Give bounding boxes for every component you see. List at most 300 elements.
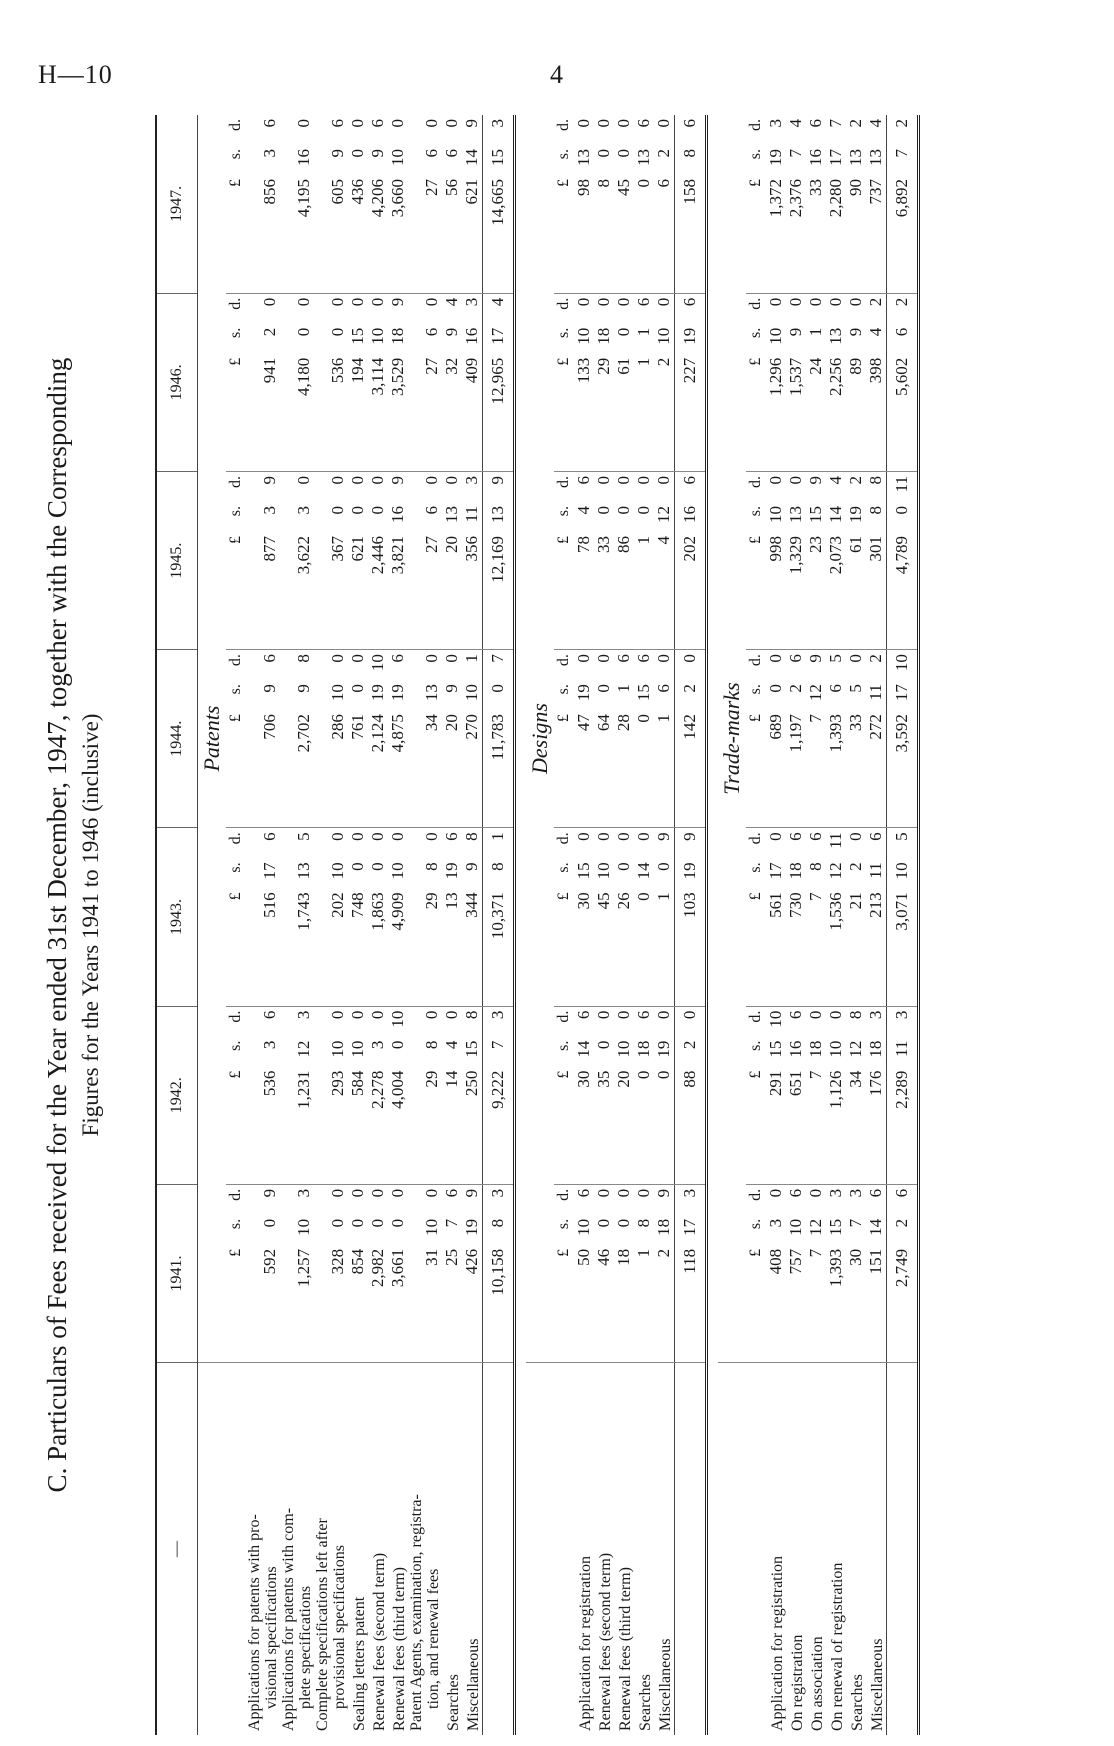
total-amount: [892, 654, 912, 823]
row-label-continuation: plete specifications: [297, 1585, 314, 1709]
currency-unit-pence: d.: [747, 1188, 764, 1201]
row-label-line: Miscellaneous: [869, 1638, 886, 1731]
amount-cell: [654, 293, 675, 471]
amount-shillings: 1: [806, 327, 825, 337]
amount: [654, 476, 674, 645]
amount-shillings: 0: [348, 862, 367, 871]
amount: [328, 298, 348, 467]
amount-pounds: 24: [806, 357, 825, 375]
amount-cell: [574, 471, 594, 649]
amount-pence: 10: [388, 1010, 407, 1028]
amount-pence: 0: [442, 654, 461, 663]
amount-pounds: 301: [866, 535, 885, 562]
amount-pence: 0: [614, 1188, 633, 1198]
amount-cell: [634, 828, 654, 1006]
amount-cell: [826, 650, 846, 828]
amount-pence: 0: [634, 1188, 653, 1198]
amount-cell: [442, 828, 462, 1006]
amount-pence: 0: [348, 654, 367, 663]
amount-cell: [634, 115, 654, 293]
currency-unit: [226, 1189, 246, 1358]
amount-pence: 6: [806, 119, 825, 128]
amount: [594, 476, 614, 645]
amount-pence: 3: [866, 1010, 885, 1020]
amount-shillings: 15: [634, 684, 653, 702]
amount-pounds: 89: [846, 357, 865, 375]
amount-cell: [408, 115, 442, 293]
amount-shillings: 15: [806, 505, 825, 523]
currency-unit-pence: d.: [555, 832, 572, 845]
amount: [388, 476, 408, 645]
amount-pence: 0: [328, 297, 347, 307]
total-cell: [887, 650, 919, 828]
amount-pounds: 561: [766, 892, 785, 918]
amount-pence: 0: [654, 1010, 673, 1020]
total-amount-pounds: 118: [680, 1248, 699, 1274]
currency-unit-pounds: £: [747, 1070, 764, 1079]
currency-unit: [746, 654, 766, 823]
amount: [368, 832, 388, 1001]
amount-shillings: 0: [614, 505, 633, 515]
amount-pounds: 367: [328, 535, 347, 562]
amount-shillings: 10: [422, 1218, 441, 1236]
table-row: [846, 115, 866, 1735]
currency-units-cell: [226, 650, 246, 828]
amount-cell: [846, 115, 866, 293]
amount-cell: [280, 471, 314, 649]
currency-unit: [226, 654, 246, 823]
amount-cell: [766, 828, 786, 1006]
amount-pounds: 30: [574, 1070, 593, 1088]
row-label-continuation: provisional specifications: [331, 1545, 348, 1709]
total-amount: [680, 119, 700, 289]
amount-cell: [786, 115, 806, 293]
amount-pounds: 436: [348, 179, 367, 205]
row-label: [408, 1363, 442, 1735]
amount-cell: [866, 115, 887, 293]
amount-shillings: 0: [368, 1218, 387, 1228]
currency-units-blank: [746, 1363, 766, 1735]
total-amount-shillings: 11: [892, 1040, 911, 1057]
amount-shillings: 10: [614, 1040, 633, 1058]
amount-pence: 0: [594, 1188, 613, 1198]
amount-shillings: 18: [786, 862, 805, 880]
amount-cell: [826, 471, 846, 649]
amount-shillings: 19: [654, 1040, 673, 1058]
amount-pence: 0: [442, 475, 461, 485]
currency-unit-shillings: s.: [555, 327, 572, 338]
total-amount-shillings: 2: [680, 684, 699, 693]
amount-pence: 0: [328, 1188, 347, 1198]
total-amount: [892, 1011, 912, 1180]
total-amount-pounds: 88: [680, 1070, 699, 1088]
amount-shillings: 4: [866, 327, 885, 337]
amount: [260, 654, 280, 823]
total-amount-pence: 3: [892, 1010, 911, 1020]
amount-pounds: 536: [328, 357, 347, 384]
amount-cell: [280, 1184, 314, 1362]
amount: [574, 832, 594, 1001]
currency-unit: [226, 1011, 246, 1180]
amount: [786, 476, 806, 645]
section-heading: Designs: [526, 115, 554, 1363]
amount: [866, 476, 886, 645]
row-label: [634, 1363, 654, 1735]
amount: [574, 1189, 594, 1358]
amount-pence: 2: [866, 297, 885, 307]
total-amount-shillings: 0: [488, 684, 507, 693]
amount-pence: 0: [422, 1010, 441, 1020]
amount-pence: 6: [574, 1188, 593, 1198]
amount: [442, 119, 462, 289]
row-label: [654, 1363, 675, 1735]
amount: [368, 119, 388, 289]
amount-cell: [574, 1184, 594, 1362]
currency-unit-shillings: s.: [747, 1040, 764, 1051]
amount-pounds: 4,004: [388, 1070, 407, 1109]
currency-unit: [554, 654, 574, 823]
amount-cell: [462, 1006, 483, 1184]
amount-shillings: 3: [368, 1040, 387, 1050]
amount-pence: 0: [328, 1010, 347, 1020]
total-row: [887, 115, 919, 1735]
currency-units-cell: [554, 1184, 574, 1362]
amount-pounds: 516: [260, 892, 279, 918]
amount: [388, 1189, 408, 1358]
amount-shillings: 0: [368, 862, 387, 871]
amount-pounds: 33: [806, 179, 825, 196]
amount-pence: 11: [826, 832, 845, 849]
amount: [442, 1011, 462, 1180]
currency-unit-shillings: s.: [747, 684, 764, 695]
amount-pounds: 0: [634, 1070, 653, 1080]
amount: [388, 654, 408, 823]
amount-cell: [368, 115, 388, 293]
currency-unit-shillings: s.: [747, 862, 764, 873]
amount-cell: [314, 828, 348, 1006]
amount-cell: [408, 293, 442, 471]
row-label: [806, 1363, 826, 1735]
column-header-year: 1946.: [156, 293, 198, 471]
currency-unit-pence: d.: [227, 832, 244, 845]
total-cell: [887, 1184, 919, 1362]
amount: [348, 119, 368, 289]
table-row: [280, 115, 314, 1735]
total-amount-pounds: 158: [680, 179, 699, 205]
amount: [462, 1189, 482, 1358]
currency-unit-pence: d.: [555, 297, 572, 310]
amount: [348, 1011, 368, 1180]
amount-shillings: 0: [594, 505, 613, 515]
amount-shillings: 19: [574, 684, 593, 702]
amount-shillings: 12: [294, 1040, 313, 1058]
amount-pence: 0: [348, 1010, 367, 1020]
amount-pounds: 706: [260, 714, 279, 740]
amount-cell: [866, 1184, 887, 1362]
total-cell: [483, 115, 515, 293]
amount-pounds: 1,126: [826, 1070, 845, 1109]
total-amount-pence: 10: [892, 654, 911, 672]
row-label: [442, 1363, 462, 1735]
currency-unit-shillings: s.: [227, 862, 244, 873]
amount: [260, 476, 280, 645]
amount-pounds: 23: [806, 535, 825, 553]
amount-pounds: 194: [348, 357, 367, 384]
amount-shillings: 10: [594, 862, 613, 880]
currency-unit-pence: d.: [227, 654, 244, 667]
amount: [614, 298, 634, 467]
amount-pence: 0: [368, 1010, 387, 1020]
amount-pounds: 757: [786, 1248, 805, 1275]
title-line-2: Figures for the Years 1941 to 1946 (inclusive): [78, 713, 103, 1137]
section-heading: Patents: [198, 115, 227, 1363]
amount-shillings: 10: [574, 327, 593, 345]
amount: [462, 1011, 482, 1180]
amount: [260, 298, 280, 467]
fees-table: [155, 115, 930, 1735]
row-label: [348, 1363, 368, 1735]
amount-cell: [462, 828, 483, 1006]
amount-cell: [408, 471, 442, 649]
amount-pence: 0: [614, 475, 633, 485]
amount-pence: 6: [786, 1188, 805, 1198]
amount-pounds: 26: [614, 892, 633, 910]
amount-pence: 9: [654, 1188, 673, 1198]
row-label: [246, 1363, 280, 1735]
total-amount-shillings: 13: [488, 505, 507, 523]
table-row: [462, 115, 483, 1735]
amount: [260, 1189, 280, 1358]
amount-cell: [314, 115, 348, 293]
amount-cell: [766, 1184, 786, 1362]
amount-shillings: 19: [846, 505, 865, 523]
amount-pounds: 1: [634, 357, 653, 367]
amount-shillings: 15: [348, 327, 367, 345]
amount-pounds: 3,660: [388, 179, 407, 218]
total-amount-shillings: 7: [488, 1040, 507, 1050]
amount-shillings: 0: [594, 684, 613, 693]
total-amount: [680, 1189, 700, 1358]
amount-pounds: 90: [846, 179, 865, 196]
total-amount-pence: 3: [488, 1010, 507, 1020]
amount-pence: 0: [574, 832, 593, 841]
amount: [294, 1011, 314, 1180]
amount-shillings: 10: [388, 862, 407, 880]
total-amount: [488, 654, 508, 823]
table-row: [348, 115, 368, 1735]
amount-shillings: 10: [388, 149, 407, 166]
total-cell: [675, 1184, 707, 1362]
amount-cell: [280, 1006, 314, 1184]
amount-cell: [786, 650, 806, 828]
amount-pounds: 29: [422, 892, 441, 910]
amount-shillings: 0: [348, 505, 367, 515]
amount: [846, 119, 866, 289]
table-row: [246, 115, 280, 1735]
total-amount-pounds: 12,169: [488, 535, 507, 583]
column-header-year: 1945.: [156, 471, 198, 649]
amount: [328, 476, 348, 645]
amount-pounds: 45: [614, 179, 633, 196]
currency-unit-pounds: £: [555, 1070, 572, 1079]
amount-cell: [462, 471, 483, 649]
amount-pounds: 344: [462, 892, 481, 918]
amount: [462, 654, 482, 823]
currency-unit-pounds: £: [555, 535, 572, 544]
amount-cell: [634, 1006, 654, 1184]
currency-unit-pence: d.: [747, 832, 764, 845]
currency-unit: [746, 476, 766, 645]
amount: [574, 476, 594, 645]
currency-unit-shillings: s.: [227, 149, 244, 160]
amount-cell: [614, 650, 634, 828]
amount: [422, 1011, 442, 1180]
amount-pence: 9: [388, 475, 407, 485]
total-amount-pounds: 9,222: [488, 1070, 507, 1109]
amount-pence: 9: [462, 1188, 481, 1198]
total-amount-pounds: 227: [680, 357, 699, 384]
amount-shillings: 0: [594, 1218, 613, 1228]
amount-shillings: 12: [846, 1040, 865, 1058]
currency-unit-pounds: £: [227, 892, 244, 901]
total-amount-pounds: 6,892: [892, 179, 911, 218]
total-amount-shillings: 7: [892, 149, 911, 158]
amount-cell: [442, 1006, 462, 1184]
total-amount-shillings: 8: [488, 1218, 507, 1228]
total-cell: [887, 293, 919, 471]
amount: [846, 654, 866, 823]
amount-pounds: 2: [654, 357, 673, 367]
currency-units-cell: [554, 471, 574, 649]
amount-pence: 6: [634, 654, 653, 663]
amount-shillings: 10: [294, 1218, 313, 1236]
total-row: [483, 115, 515, 1735]
amount: [348, 476, 368, 645]
amount-shillings: 7: [442, 1218, 461, 1228]
amount-shillings: 18: [594, 327, 613, 345]
amount: [328, 1189, 348, 1358]
amount-pounds: 0: [634, 714, 653, 723]
amount-pence: 6: [388, 654, 407, 663]
currency-units-cell: [226, 1184, 246, 1362]
amount-pence: 0: [654, 475, 673, 485]
amount: [806, 1189, 826, 1358]
amount-pounds: 1,197: [786, 714, 805, 753]
row-label-line: Renewal fees (third term): [391, 1567, 408, 1731]
amount: [462, 476, 482, 645]
amount-pounds: 34: [846, 1070, 865, 1088]
amount-cell: [594, 1006, 614, 1184]
amount: [806, 298, 826, 467]
amount: [594, 654, 614, 823]
amount: [368, 476, 388, 645]
amount: [806, 119, 826, 289]
amount: [766, 654, 786, 823]
amount-cell: [634, 471, 654, 649]
amount-pence: 0: [422, 832, 441, 841]
amount: [574, 1011, 594, 1180]
amount-pounds: 86: [614, 535, 633, 553]
amount-shillings: 14: [634, 862, 653, 880]
amount-pounds: 941: [260, 357, 279, 384]
amount-shillings: 13: [422, 684, 441, 702]
currency-units-cell: [226, 471, 246, 649]
amount-pounds: 621: [462, 179, 481, 205]
amount-pounds: 2,446: [368, 535, 387, 575]
amount-cell: [348, 828, 368, 1006]
row-label-line: Renewal fees (third term): [617, 1567, 634, 1731]
amount-pounds: 3,529: [388, 357, 407, 396]
amount-pence: 8: [846, 1010, 865, 1020]
amount-pence: 0: [574, 654, 593, 663]
amount-cell: [574, 1006, 594, 1184]
amount: [328, 1011, 348, 1180]
total-amount-pounds: 5,602: [892, 357, 911, 396]
amount: [614, 654, 634, 823]
amount-pence: 6: [634, 119, 653, 128]
amount-pence: 9: [654, 832, 673, 841]
row-label-line: Patent Agents, examination, registra-: [408, 1494, 425, 1731]
amount-shillings: 9: [260, 684, 279, 693]
currency-unit: [746, 298, 766, 467]
total-amount: [892, 832, 912, 1001]
currency-unit-shillings: s.: [747, 505, 764, 517]
amount-shillings: 9: [328, 149, 347, 158]
amount-pence: 0: [442, 119, 461, 128]
amount-pounds: 328: [328, 1248, 347, 1275]
amount-cell: [574, 650, 594, 828]
amount-shillings: 13: [786, 505, 805, 523]
row-label-continuation: tion, and renewal fees: [425, 1568, 442, 1709]
total-amount-pounds: 3,592: [892, 714, 911, 753]
amount-pence: 4: [866, 119, 885, 128]
amount-pounds: 2,256: [826, 357, 845, 396]
section-heading-blank: [198, 1363, 227, 1735]
amount-pounds: 1,863: [368, 892, 387, 931]
section-heading-row: [718, 115, 746, 1735]
currency-units-cell: [746, 1184, 766, 1362]
row-label: [574, 1363, 594, 1735]
amount-pounds: 56: [442, 179, 461, 196]
currency-unit-pence: d.: [747, 1010, 764, 1023]
currency-unit-pounds: £: [555, 714, 572, 723]
amount-pence: 0: [294, 297, 313, 307]
amount-shillings: 1: [634, 327, 653, 337]
amount: [614, 1189, 634, 1358]
currency-unit: [746, 832, 766, 1001]
amount-shillings: 0: [766, 684, 785, 693]
amount-shillings: 7: [786, 149, 805, 158]
amount-pence: 3: [462, 297, 481, 307]
amount: [826, 298, 846, 467]
amount-shillings: 13: [634, 149, 653, 166]
amount-cell: [786, 828, 806, 1006]
total-amount-shillings: 0: [892, 505, 911, 515]
amount: [368, 298, 388, 467]
amount-pence: 0: [654, 119, 673, 128]
amount-pounds: 2,278: [368, 1070, 387, 1109]
currency-unit: [554, 298, 574, 467]
amount-cell: [614, 1006, 634, 1184]
amount: [786, 832, 806, 1001]
amount-pounds: 286: [328, 714, 347, 740]
total-amount-pence: 6: [892, 1188, 911, 1198]
amount-cell: [408, 1184, 442, 1362]
amount-pounds: 64: [594, 714, 613, 732]
amount-pence: 0: [368, 832, 387, 841]
total-amount: [488, 298, 508, 467]
amount-cell: [246, 115, 280, 293]
